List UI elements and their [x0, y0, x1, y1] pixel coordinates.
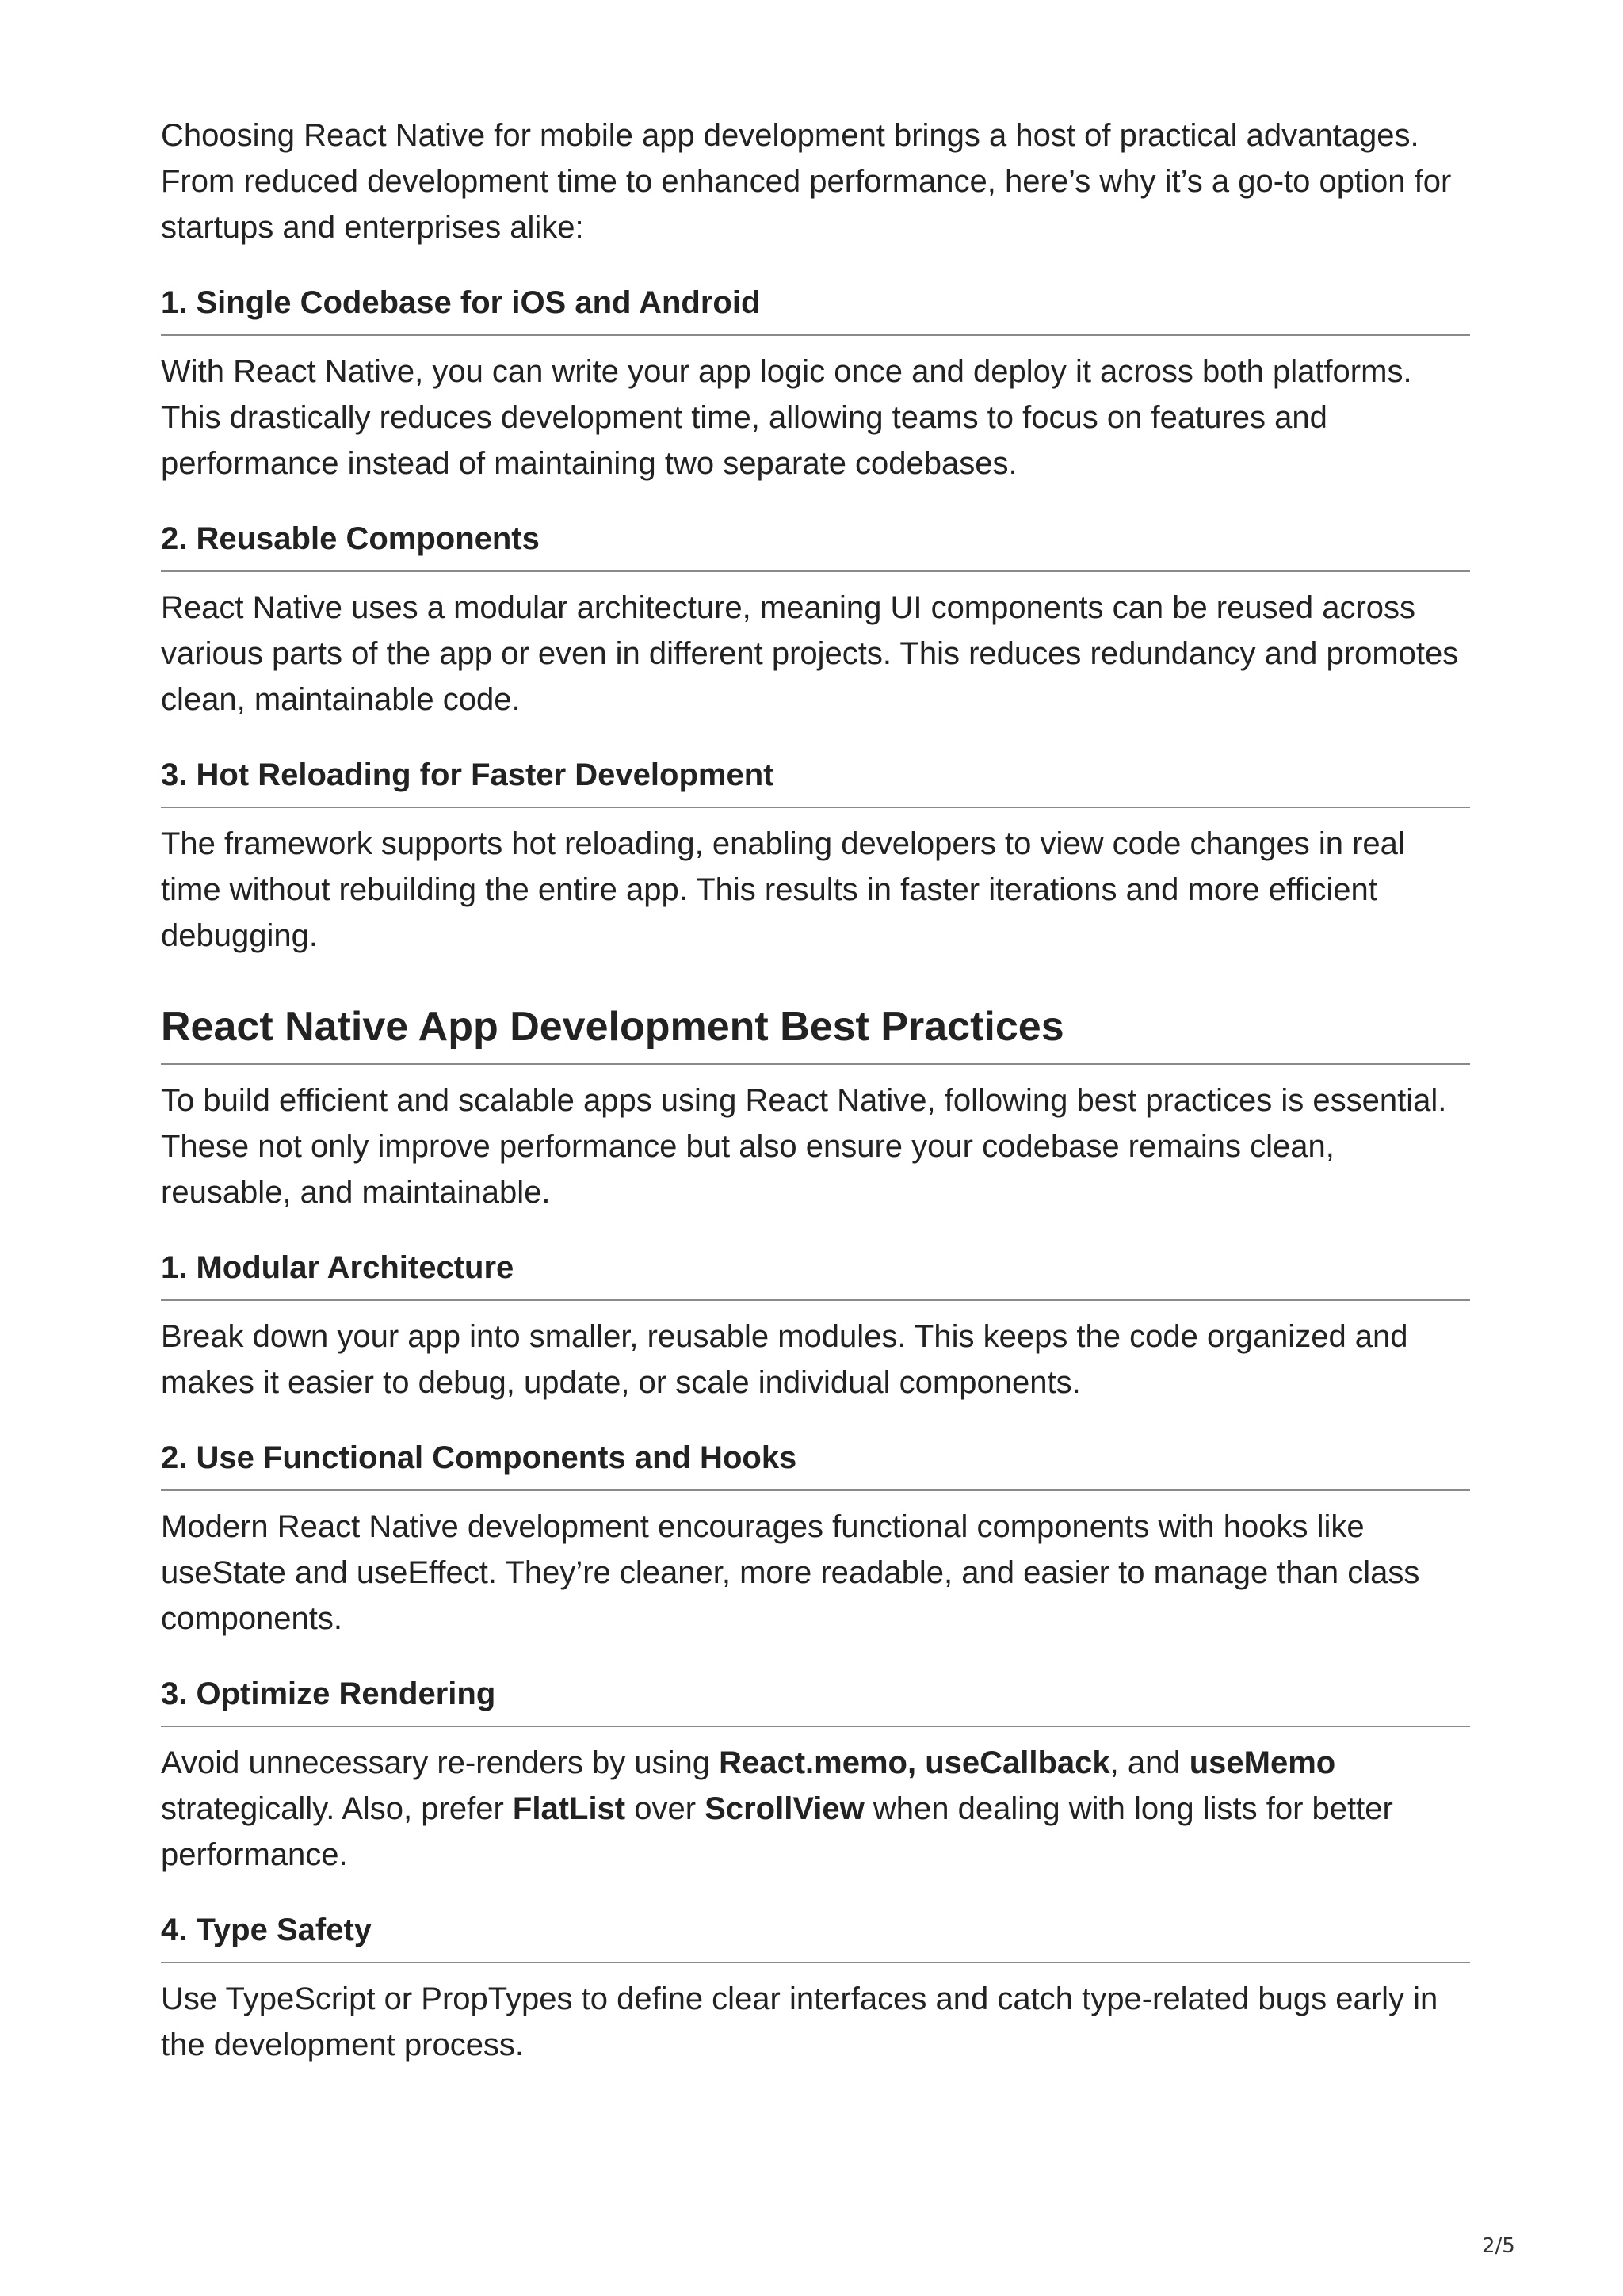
- advantage-heading-2: 2. Reusable Components: [161, 518, 1470, 572]
- practice-heading-1: 1. Modular Architecture: [161, 1247, 1470, 1301]
- advantage-heading-1: 1. Single Codebase for iOS and Android: [161, 282, 1470, 336]
- practice-body-3-text-5: when dealing with long lists for better performance.: [161, 1791, 1393, 1872]
- best-practices-title: React Native App Development Best Practices: [161, 1001, 1470, 1065]
- intro-paragraph: Choosing React Native for mobile app development brings a host of practical advantages. From reduced development time to enhanced performance, here’s why it’s a go-to option for startups and enterprises alike:: [161, 118, 1452, 245]
- best-practices-intro: To build efficient and scalable apps using React Native, following best practices is essential. These not only improve performance but also ensure your codebase remains clean, reusable, and maintainable.: [161, 1083, 1447, 1210]
- practice-body-3-bold-4: ScrollView: [705, 1791, 865, 1826]
- practice-body-3-text-2: , and: [1109, 1745, 1190, 1780]
- practice-body-3-bold-1: React.memo, useCallback: [719, 1745, 1110, 1780]
- page-number: 2/5: [1482, 2234, 1515, 2258]
- advantage-body-1: With React Native, you can write your app logic once and deploy it across both platforms. This drastically reduces development time, allowing teams to focus on features and performance instead of maintaining two separate codebases.: [161, 354, 1412, 481]
- practice-heading-2: 2. Use Functional Components and Hooks: [161, 1437, 1470, 1491]
- advantage-body-2: React Native uses a modular architecture, meaning UI components can be reused across various parts of the app or even in different projects. This reduces redundancy and promotes clean, maintainable code.: [161, 590, 1459, 717]
- practice-body-3-text-3: strategically. Also, prefer: [161, 1791, 513, 1826]
- practice-body-3-text-1: Avoid unnecessary re-renders by using: [161, 1745, 720, 1780]
- practice-body-1: Break down your app into smaller, reusable modules. This keeps the code organized and makes it easier to debug, update, or scale individual components.: [161, 1319, 1408, 1400]
- practice-body-3-text-4: over: [625, 1791, 705, 1826]
- practice-body-4: Use TypeScript or PropTypes to define clear interfaces and catch type-related bugs early in the development process.: [161, 1981, 1438, 2062]
- practice-body-3-bold-3: FlatList: [512, 1791, 626, 1826]
- practice-body-3: [161, 1740, 1470, 1878]
- practice-heading-3: 3. Optimize Rendering: [161, 1673, 1470, 1727]
- document-page: [161, 113, 1470, 2068]
- practice-body-2: Modern React Native development encourages functional components with hooks like useState and useEffect. They’re cleaner, more readable, and easier to manage than class components.: [161, 1509, 1420, 1636]
- advantage-body-3: The framework supports hot reloading, enabling developers to view code changes in real time without rebuilding the entire app. This results in faster iterations and more efficient debugging.: [161, 826, 1405, 953]
- advantage-heading-3: 3. Hot Reloading for Faster Development: [161, 754, 1470, 808]
- practice-body-3-bold-2: useMemo: [1189, 1745, 1336, 1780]
- practice-heading-4: 4. Type Safety: [161, 1909, 1470, 1963]
